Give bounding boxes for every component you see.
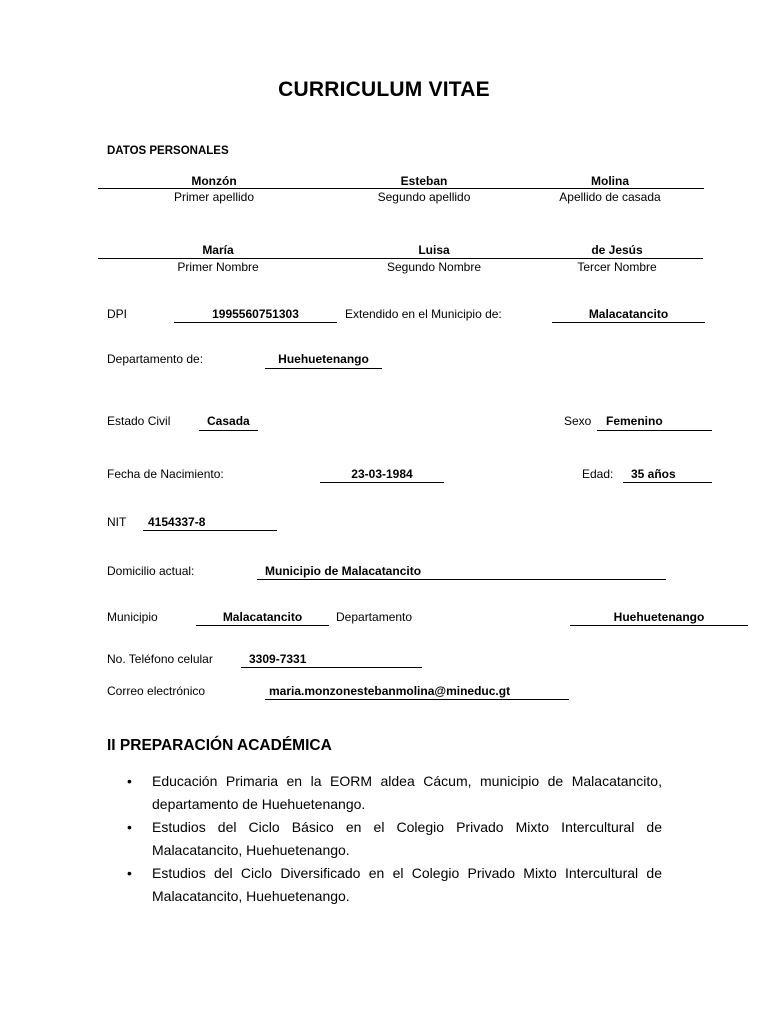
departamento2-value: Huehuetenango: [613, 610, 705, 624]
departamento2-label: Departamento: [336, 610, 413, 624]
dpi-value: 1995560751303: [212, 307, 299, 321]
nit-value: 4154337-8: [148, 515, 206, 529]
telefono-label: No. Teléfono celular: [107, 652, 213, 666]
primer-apellido-label: Primer apellido: [173, 190, 255, 204]
estado-civil-label: Estado Civil: [107, 414, 171, 428]
sexo-label: Sexo: [564, 414, 592, 428]
departamento-label: Departamento de:: [107, 352, 204, 366]
preparacion-academica-heading: II PREPARACIÓN ACADÉMICA: [107, 737, 332, 754]
departamento-value: Huehuetenango: [278, 352, 369, 366]
extendido-label: Extendido en el Municipio de:: [345, 307, 502, 321]
apellido-casada-label: Apellido de casada: [559, 190, 661, 204]
municipio-label: Municipio: [107, 610, 158, 624]
dpi-label: DPI: [107, 307, 128, 321]
page-title: CURRICULUM VITAE: [278, 78, 490, 101]
sexo-value: Femenino: [606, 414, 663, 428]
correo-label: Correo electrónico: [107, 684, 206, 698]
extendido-underline: [552, 322, 705, 323]
departamento2-underline: [570, 625, 748, 626]
fecha-nacimiento-value: 23-03-1984: [351, 467, 413, 481]
fecha-nacimiento-underline: [320, 482, 444, 483]
nit-label: NIT: [107, 515, 127, 529]
list-item: [127, 862, 662, 908]
municipio-underline: [196, 625, 329, 626]
domicilio-underline: [257, 579, 666, 580]
segundo-nombre-value: Luisa: [418, 243, 450, 257]
bullet-icon: •: [127, 773, 132, 789]
surnames-underline: [98, 188, 704, 189]
domicilio-label: Domicilio actual:: [107, 564, 195, 578]
tercer-nombre-label: Tercer Nombre: [577, 260, 657, 274]
names-underline: [98, 258, 703, 259]
correo-value: maria.monzonestebanmolina@mineduc.gt: [269, 684, 511, 698]
tercer-nombre-value: de Jesús: [591, 243, 643, 257]
bullet-icon: •: [127, 865, 132, 881]
sexo-underline: [597, 430, 712, 431]
primer-nombre-value: María: [202, 243, 234, 257]
list-item: [127, 770, 662, 816]
datos-personales-heading: DATOS PERSONALES: [107, 145, 229, 157]
municipio-value: Malacatancito: [222, 610, 303, 624]
segundo-nombre-label: Segundo Nombre: [386, 260, 482, 274]
bullet-icon: •: [127, 819, 132, 835]
segundo-apellido-label: Segundo apellido: [377, 190, 471, 204]
extendido-value: Malacatancito: [588, 307, 669, 321]
telefono-value: 3309-7331: [249, 652, 307, 666]
edad-label: Edad:: [582, 467, 614, 481]
departamento-underline: [265, 368, 382, 369]
dpi-underline: [174, 322, 337, 323]
academic-list: [127, 770, 662, 908]
list-item-text: Estudios del Ciclo Diversificado en el Colegio Privado Mixto Intercultural de Malacatancito, Huehuetenango.: [152, 865, 662, 904]
primer-apellido-value: Monzón: [191, 174, 237, 188]
edad-value: 35 años: [631, 467, 676, 481]
estado-civil-value: Casada: [207, 414, 250, 428]
segundo-apellido-value: Esteban: [400, 174, 448, 188]
estado-civil-underline: [199, 430, 258, 431]
telefono-underline: [241, 667, 422, 668]
list-item: [127, 816, 662, 862]
list-item-text: Estudios del Ciclo Básico en el Colegio Privado Mixto Intercultural de Malacatancito, Huehuetenango.: [152, 819, 662, 858]
nit-underline: [143, 530, 277, 531]
list-item-text: Educación Primaria en la EORM aldea Cácum, municipio de Malacatancito, departamento de Huehuetenango.: [152, 773, 662, 812]
apellido-casada-value: Molina: [591, 174, 629, 188]
primer-nombre-label: Primer Nombre: [177, 260, 259, 274]
correo-underline: [265, 699, 569, 700]
fecha-nacimiento-label: Fecha de Nacimiento:: [107, 467, 224, 481]
domicilio-value: Municipio de Malacatancito: [265, 564, 422, 578]
edad-underline: [623, 482, 712, 483]
